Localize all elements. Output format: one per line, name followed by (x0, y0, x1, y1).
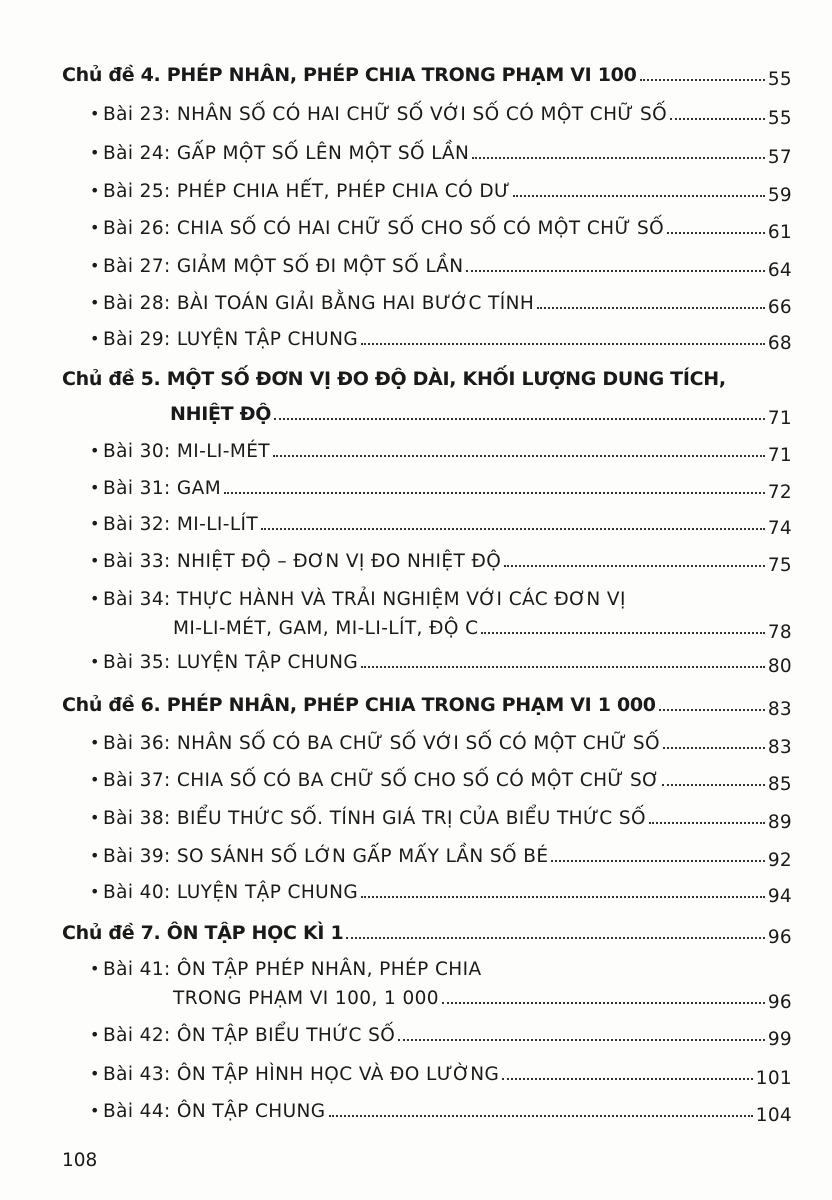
bullet: • (90, 514, 100, 533)
toc-lesson-41-continued[interactable] (173, 988, 792, 1013)
toc-title: Chủ đề 4. PHÉP NHÂN, PHÉP CHIA TRONG PHẠM VI 100 (62, 64, 637, 86)
page-number: 108 (62, 1150, 98, 1171)
toc-page-number: 83 (767, 699, 792, 720)
toc-lesson-40[interactable] (90, 882, 792, 907)
toc-title-line-1: Bài 34: THỰC HÀNH VÀ TRẢI NGHIỆM VỚI CÁC ĐƠN VỊ (103, 589, 626, 610)
toc-lesson-36[interactable] (90, 733, 792, 758)
bullet: • (90, 441, 100, 460)
toc-page-number: 83 (767, 737, 792, 758)
toc-page-number: 94 (767, 886, 792, 907)
dot-leader (361, 896, 765, 898)
toc-page-number: 71 (767, 408, 792, 429)
dot-leader (346, 937, 764, 939)
bullet: • (90, 846, 100, 865)
bullet: • (90, 959, 100, 978)
toc-title: Chủ đề 7. ÔN TẬP HỌC KÌ 1 (62, 922, 344, 944)
toc-title: Bài 28: BÀI TOÁN GIẢI BẰNG HAI BƯỚC TÍNH (103, 293, 535, 314)
toc-title: Bài 31: GAM (103, 478, 222, 499)
bullet: • (90, 882, 100, 901)
toc-lesson-24[interactable] (90, 143, 792, 168)
dot-leader (466, 270, 764, 272)
dot-leader (551, 860, 764, 862)
dot-leader (513, 195, 765, 197)
toc-page-number: 57 (767, 147, 792, 168)
toc-page-number: 72 (767, 482, 792, 503)
dot-leader (663, 747, 765, 749)
toc-lesson-25[interactable] (90, 181, 792, 206)
bullet: • (90, 256, 100, 275)
toc-title: Bài 43: ÔN TẬP HÌNH HỌC VÀ ĐO LƯỜNG (103, 1064, 500, 1085)
toc-page-number: 96 (767, 927, 792, 948)
toc-lesson-33[interactable] (90, 551, 792, 576)
toc-title: Bài 29: LUYỆN TẬP CHUNG (103, 329, 359, 350)
toc-title: Bài 35: LUYỆN TẬP CHUNG (103, 652, 359, 673)
dot-leader (361, 343, 765, 345)
bullet: • (90, 551, 100, 570)
toc-page-number: 55 (767, 108, 792, 129)
toc-title: Bài 42: ÔN TẬP BIỂU THỨC SỐ (103, 1025, 396, 1046)
toc-lesson-23[interactable] (90, 104, 792, 129)
toc-lesson-39[interactable] (90, 846, 792, 871)
toc-page-number: 68 (767, 333, 792, 354)
dot-leader (662, 784, 764, 786)
bullet: • (90, 329, 100, 348)
toc-title: Bài 30: MI-LI-MÉT (103, 441, 270, 462)
dot-leader (274, 418, 765, 420)
toc-title: Bài 32: MI-LI-LÍT (103, 514, 259, 535)
toc-page-number: 101 (755, 1068, 792, 1089)
dot-leader (361, 666, 765, 668)
toc-page-number: 104 (755, 1105, 792, 1126)
toc-page-number: 75 (767, 555, 792, 576)
bullet: • (90, 1064, 100, 1083)
toc-lesson-32[interactable] (90, 514, 792, 539)
bullet: • (90, 143, 100, 162)
toc-title-line-2: NHIỆT ĐỘ (170, 403, 272, 425)
dot-leader (502, 1078, 753, 1080)
toc-chapter-4[interactable] (62, 64, 792, 90)
toc-page-number: 89 (767, 812, 792, 833)
bullet: • (90, 104, 100, 123)
dot-leader (329, 1115, 753, 1117)
bullet: • (90, 478, 100, 497)
toc-lesson-37[interactable] (90, 770, 792, 795)
dot-leader (481, 632, 764, 634)
toc-lesson-26[interactable] (90, 218, 792, 243)
toc-lesson-30[interactable] (90, 441, 792, 466)
bullet: • (90, 733, 100, 752)
toc-title: Bài 26: CHIA SỐ CÓ HAI CHỮ SỐ CHO SỐ CÓ MỘT CHỮ SỐ (103, 218, 665, 239)
dot-leader (224, 492, 765, 494)
toc-page-number: 80 (767, 656, 792, 677)
bullet: • (90, 652, 100, 671)
toc-page-number: 99 (767, 1029, 792, 1050)
toc-title: Bài 23: NHÂN SỐ CÓ HAI CHỮ SỐ VỚI SỐ CÓ MỘT CHỮ SỐ (103, 104, 668, 125)
bullet: • (90, 808, 100, 827)
toc-title: Bài 38: BIỂU THỨC SỐ. TÍNH GIÁ TRỊ CỦA BIỂU THỨC SỐ (103, 808, 646, 829)
toc-page-number: 66 (767, 297, 792, 318)
toc-lesson-27[interactable] (90, 256, 792, 281)
dot-leader (273, 455, 765, 457)
dot-leader (504, 565, 765, 567)
toc-page-number: 78 (767, 622, 792, 643)
toc-lesson-42[interactable] (90, 1025, 792, 1050)
toc-page-number: 96 (767, 992, 792, 1013)
toc-page-number: 59 (767, 185, 792, 206)
bullet: • (90, 589, 100, 608)
toc-lesson-29[interactable] (90, 329, 792, 354)
toc-title: Bài 33: NHIỆT ĐỘ – ĐƠN VỊ ĐO NHIỆT ĐỘ (103, 551, 502, 572)
toc-page-number: 61 (767, 222, 792, 243)
toc-title: Bài 25: PHÉP CHIA HẾT, PHÉP CHIA CÓ DƯ (103, 181, 511, 202)
toc-page-number: 55 (767, 69, 792, 90)
dot-leader (659, 709, 765, 711)
toc-lesson-44[interactable] (90, 1101, 792, 1126)
toc-chapter-7[interactable] (62, 922, 792, 948)
toc-page-number: 64 (767, 260, 792, 281)
toc-title: Bài 39: SO SÁNH SỐ LỚN GẤP MẤY LẦN SỐ BÉ (103, 846, 549, 867)
toc-title-line-1: Bài 41: ÔN TẬP PHÉP NHÂN, PHÉP CHIA (103, 959, 482, 980)
bullet: • (90, 218, 100, 237)
bullet: • (90, 770, 100, 789)
toc-title: Chủ đề 6. PHÉP NHÂN, PHÉP CHIA TRONG PHẠM VI 1 000 (62, 694, 656, 716)
toc-page-number: 71 (767, 445, 792, 466)
toc-lesson-38[interactable] (90, 808, 792, 833)
dot-leader (670, 118, 765, 120)
toc-lesson-31[interactable] (90, 478, 792, 503)
toc-lesson-34[interactable] (90, 589, 792, 610)
toc-page-number: 92 (767, 850, 792, 871)
toc-title: Bài 40: LUYỆN TẬP CHUNG (103, 882, 359, 903)
toc-title: Bài 37: CHIA SỐ CÓ BA CHỮ SỐ CHO SỐ CÓ MỘT CHỮ SƠ (103, 770, 660, 791)
bullet: • (90, 1101, 100, 1120)
bullet: • (90, 1025, 100, 1044)
toc-title: Bài 24: GẤP MỘT SỐ LÊN MỘT SỐ LẦN (103, 143, 470, 164)
dot-leader (261, 528, 765, 530)
toc-page-number: 85 (767, 774, 792, 795)
toc-chapter-5[interactable] (62, 368, 792, 390)
dot-leader (472, 157, 765, 159)
toc-title-line-2: TRONG PHẠM VI 100, 1 000 (173, 988, 439, 1009)
dot-leader (649, 822, 765, 824)
toc-title: Bài 44: ÔN TẬP CHUNG (103, 1101, 326, 1122)
toc-lesson-43[interactable] (90, 1064, 792, 1089)
toc-title: Bài 27: GIẢM MỘT SỐ ĐI MỘT SỐ LẦN (103, 256, 464, 277)
toc-lesson-35[interactable] (90, 652, 792, 677)
dot-leader (667, 232, 765, 234)
toc-lesson-28[interactable] (90, 293, 792, 318)
toc-lesson-34-continued[interactable] (173, 618, 792, 643)
toc-chapter-5-continued[interactable] (170, 403, 792, 429)
dot-leader (442, 1002, 765, 1004)
dot-leader (640, 79, 765, 81)
dot-leader (398, 1039, 765, 1041)
dot-leader (537, 307, 765, 309)
toc-title-line-2: MI-LI-MÉT, GAM, MI-LI-LÍT, ĐỘ C (173, 618, 479, 639)
toc-title: Bài 36: NHÂN SỐ CÓ BA CHỮ SỐ VỚI SỐ CÓ MỘT CHỮ SỐ (103, 733, 660, 754)
toc-page-number: 74 (767, 518, 792, 539)
bullet: • (90, 293, 100, 312)
toc-lesson-41[interactable] (90, 959, 792, 980)
toc-title-line-1: Chủ đề 5. MỘT SỐ ĐƠN VỊ ĐO ĐỘ DÀI, KHỐI LƯỢNG DUNG TÍCH, (62, 368, 726, 390)
bullet: • (90, 181, 100, 200)
toc-chapter-6[interactable] (62, 694, 792, 720)
